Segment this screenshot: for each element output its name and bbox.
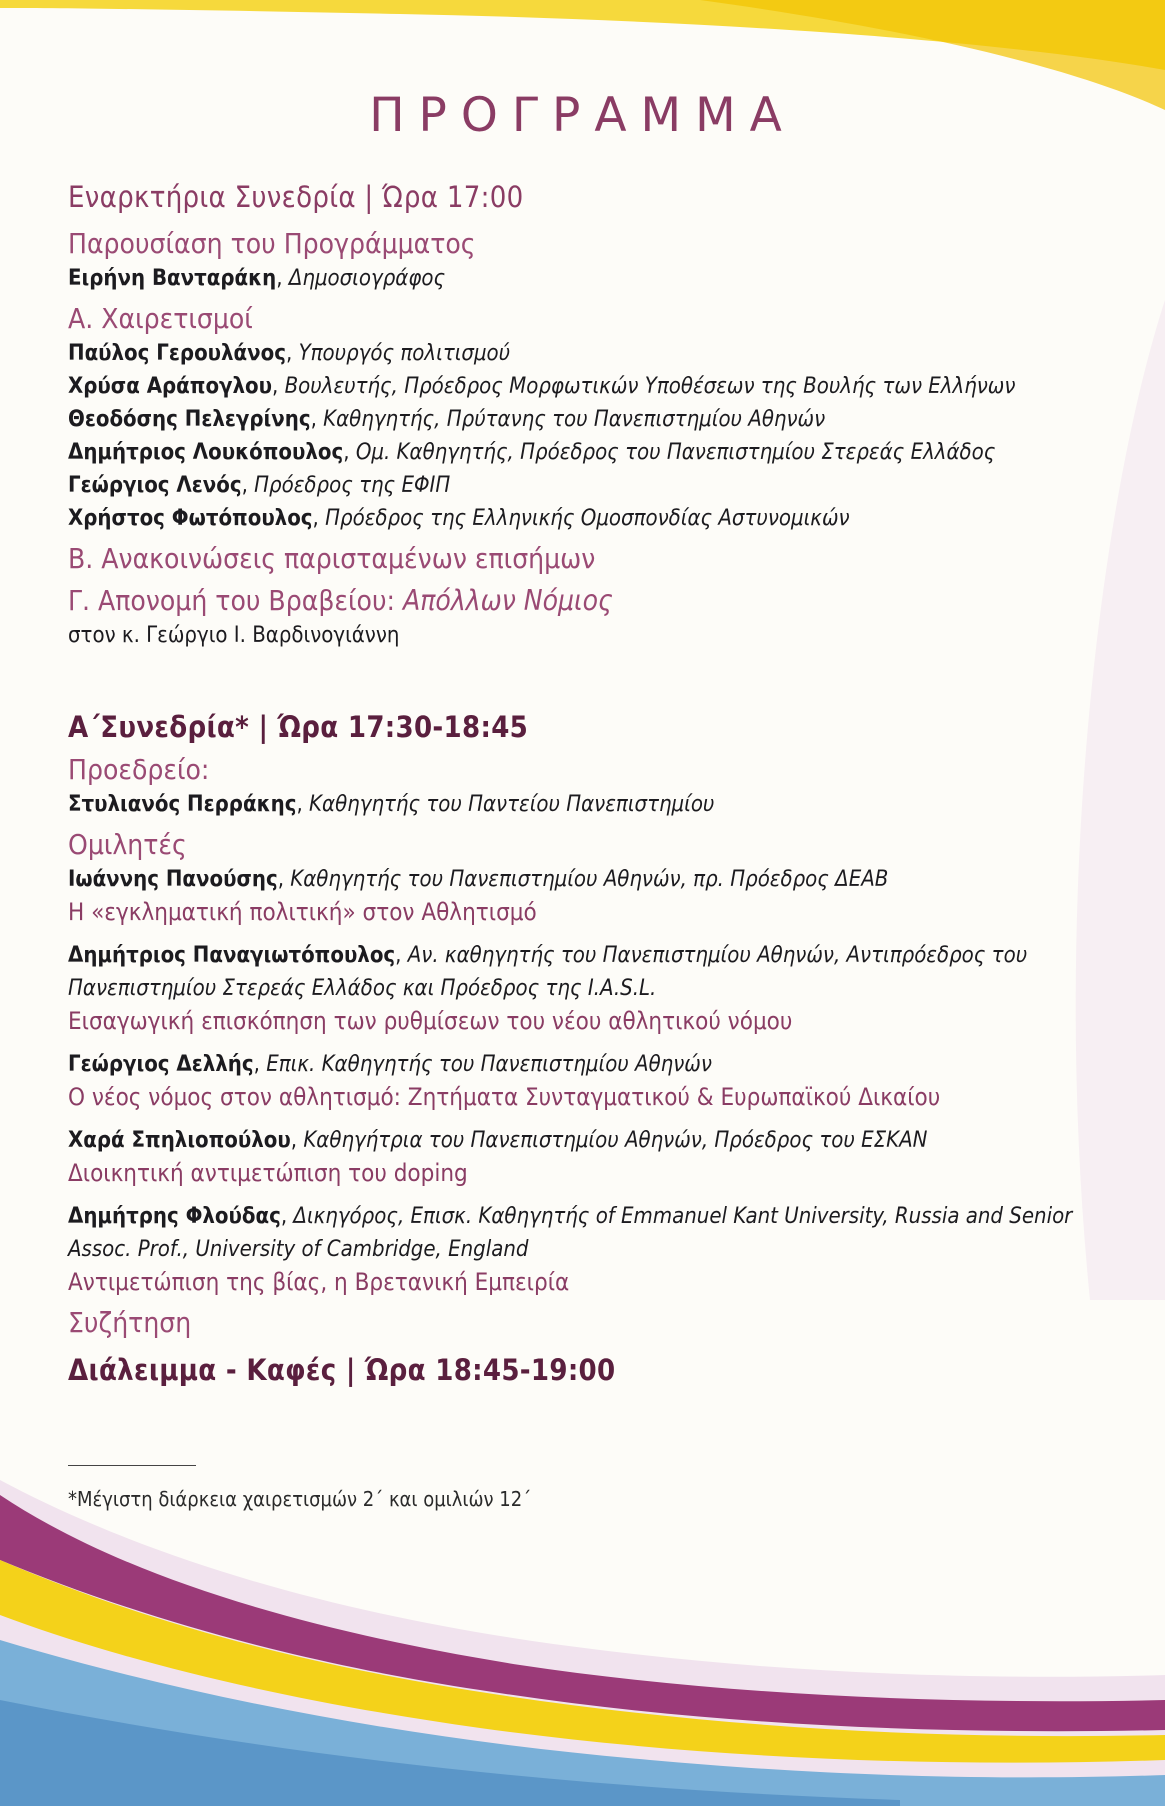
talk-title: Η «εγκληματική πολιτική» στον Αθλητισμό [68, 898, 537, 926]
greeter: Παύλος Γερουλάνος, Υπουργός πολιτισμού [68, 341, 511, 366]
speaker: Δημήτρης Φλούδας, Δικηγόρος, Επισκ. Καθηγητής of Emmanuel Kant University, Russia and Senior Assoc. Prof., University of Cambridge, England [68, 1204, 1073, 1262]
greetings-heading: Α. Χαιρετισμοί [68, 302, 253, 335]
greeter: Θεοδόσης Πελεγρίνης, Καθηγητής, Πρύτανης του Πανεπιστημίου Αθηνών [68, 407, 826, 432]
discussion-heading: Συζήτηση [68, 1306, 192, 1339]
greeter: Χρύσα Αράπογλου, Βουλευτής, Πρόεδρος Μορφωτικών Υποθέσεων της Βουλής των Ελλήνων [68, 374, 1016, 399]
announcements-heading: Β. Ανακοινώσεις παρισταμένων επισήμων [68, 542, 596, 575]
presenter: Ειρήνη Βανταράκη, Δημοσιογράφος [68, 266, 446, 291]
footnote-divider [68, 1465, 196, 1466]
chair-heading: Προεδρείο: [68, 753, 210, 786]
talk-title: Αντιμετώπιση της βίας, η Βρετανική Εμπειρία [68, 1268, 570, 1296]
speaker: Δημήτριος Παναγιωτόπουλος, Αν. καθηγητής του Πανεπιστημίου Αθηνών, Αντιπρόεδρος του Πανεπιστημίου Στερεάς Ελλάδος και Πρόεδρος της I.A.S.L. [68, 943, 1028, 1001]
speaker: Ιωάννης Πανούσης, Καθηγητής του Πανεπιστημίου Αθηνών, πρ. Πρόεδρος ΔΕΑΒ [68, 867, 889, 892]
talk-title: Διοικητική αντιμετώπιση του doping [68, 1159, 468, 1187]
award-heading: Γ. Απονομή του Βραβείου: Απόλλων Νόμιος [68, 584, 613, 617]
speakers-heading: Ομιλητές [68, 828, 187, 861]
page-title: ΠΡΟΓΡΑΜΜΑ [369, 88, 796, 143]
break-heading: Διάλειμμα - Καφές | Ώρα 18:45-19:00 [68, 1353, 616, 1387]
session-a-heading: Α΄Συνεδρία* | Ώρα 17:30-18:45 [68, 710, 529, 744]
session-a [68, 708, 1108, 1389]
speaker: Γεώργιος Δελλής, Επικ. Καθηγητής του Πανεπιστημίου Αθηνών [68, 1052, 712, 1077]
greeter: Γεώργιος Λενός, Πρόεδρος της ΕΦΙΠ [68, 473, 451, 498]
greeter: Χρήστος Φωτόπουλος, Πρόεδρος της Ελληνικής Ομοσπονδίας Αστυνομικών [68, 506, 850, 531]
award-recipient: στον κ. Γεώργιο Ι. Βαρδινογιάννη [68, 623, 400, 648]
presentation-heading: Παρουσίαση του Προγράμματος [68, 227, 476, 260]
speaker: Χαρά Σπηλιοπούλου, Καθηγήτρια του Πανεπιστημίου Αθηνών, Πρόεδρος του ΕΣΚΑΝ [68, 1128, 928, 1153]
opening-heading: Εναρκτήρια Συνεδρία | Ώρα 17:00 [68, 180, 524, 214]
talk-title: Ο νέος νόμος στον αθλητισμό: Ζητήματα Συνταγματικού & Ευρωπαϊκού Δικαίου [68, 1083, 941, 1111]
greeter: Δημήτριος Λουκόπουλος, Ομ. Καθηγητής, Πρόεδρος του Πανεπιστημίου Στερεάς Ελλάδος [68, 440, 996, 465]
talk-title: Εισαγωγική επισκόπηση των ρυθμίσεων του νέου αθλητικού νόμου [68, 1007, 793, 1035]
opening-session [68, 178, 1108, 652]
footnote: *Μέγιστη διάρκεια χαιρετισμών 2΄ και ομιλιών 12΄ [68, 1487, 532, 1511]
chair: Στυλιανός Περράκης, Καθηγητής του Παντείου Πανεπιστημίου [68, 792, 715, 817]
